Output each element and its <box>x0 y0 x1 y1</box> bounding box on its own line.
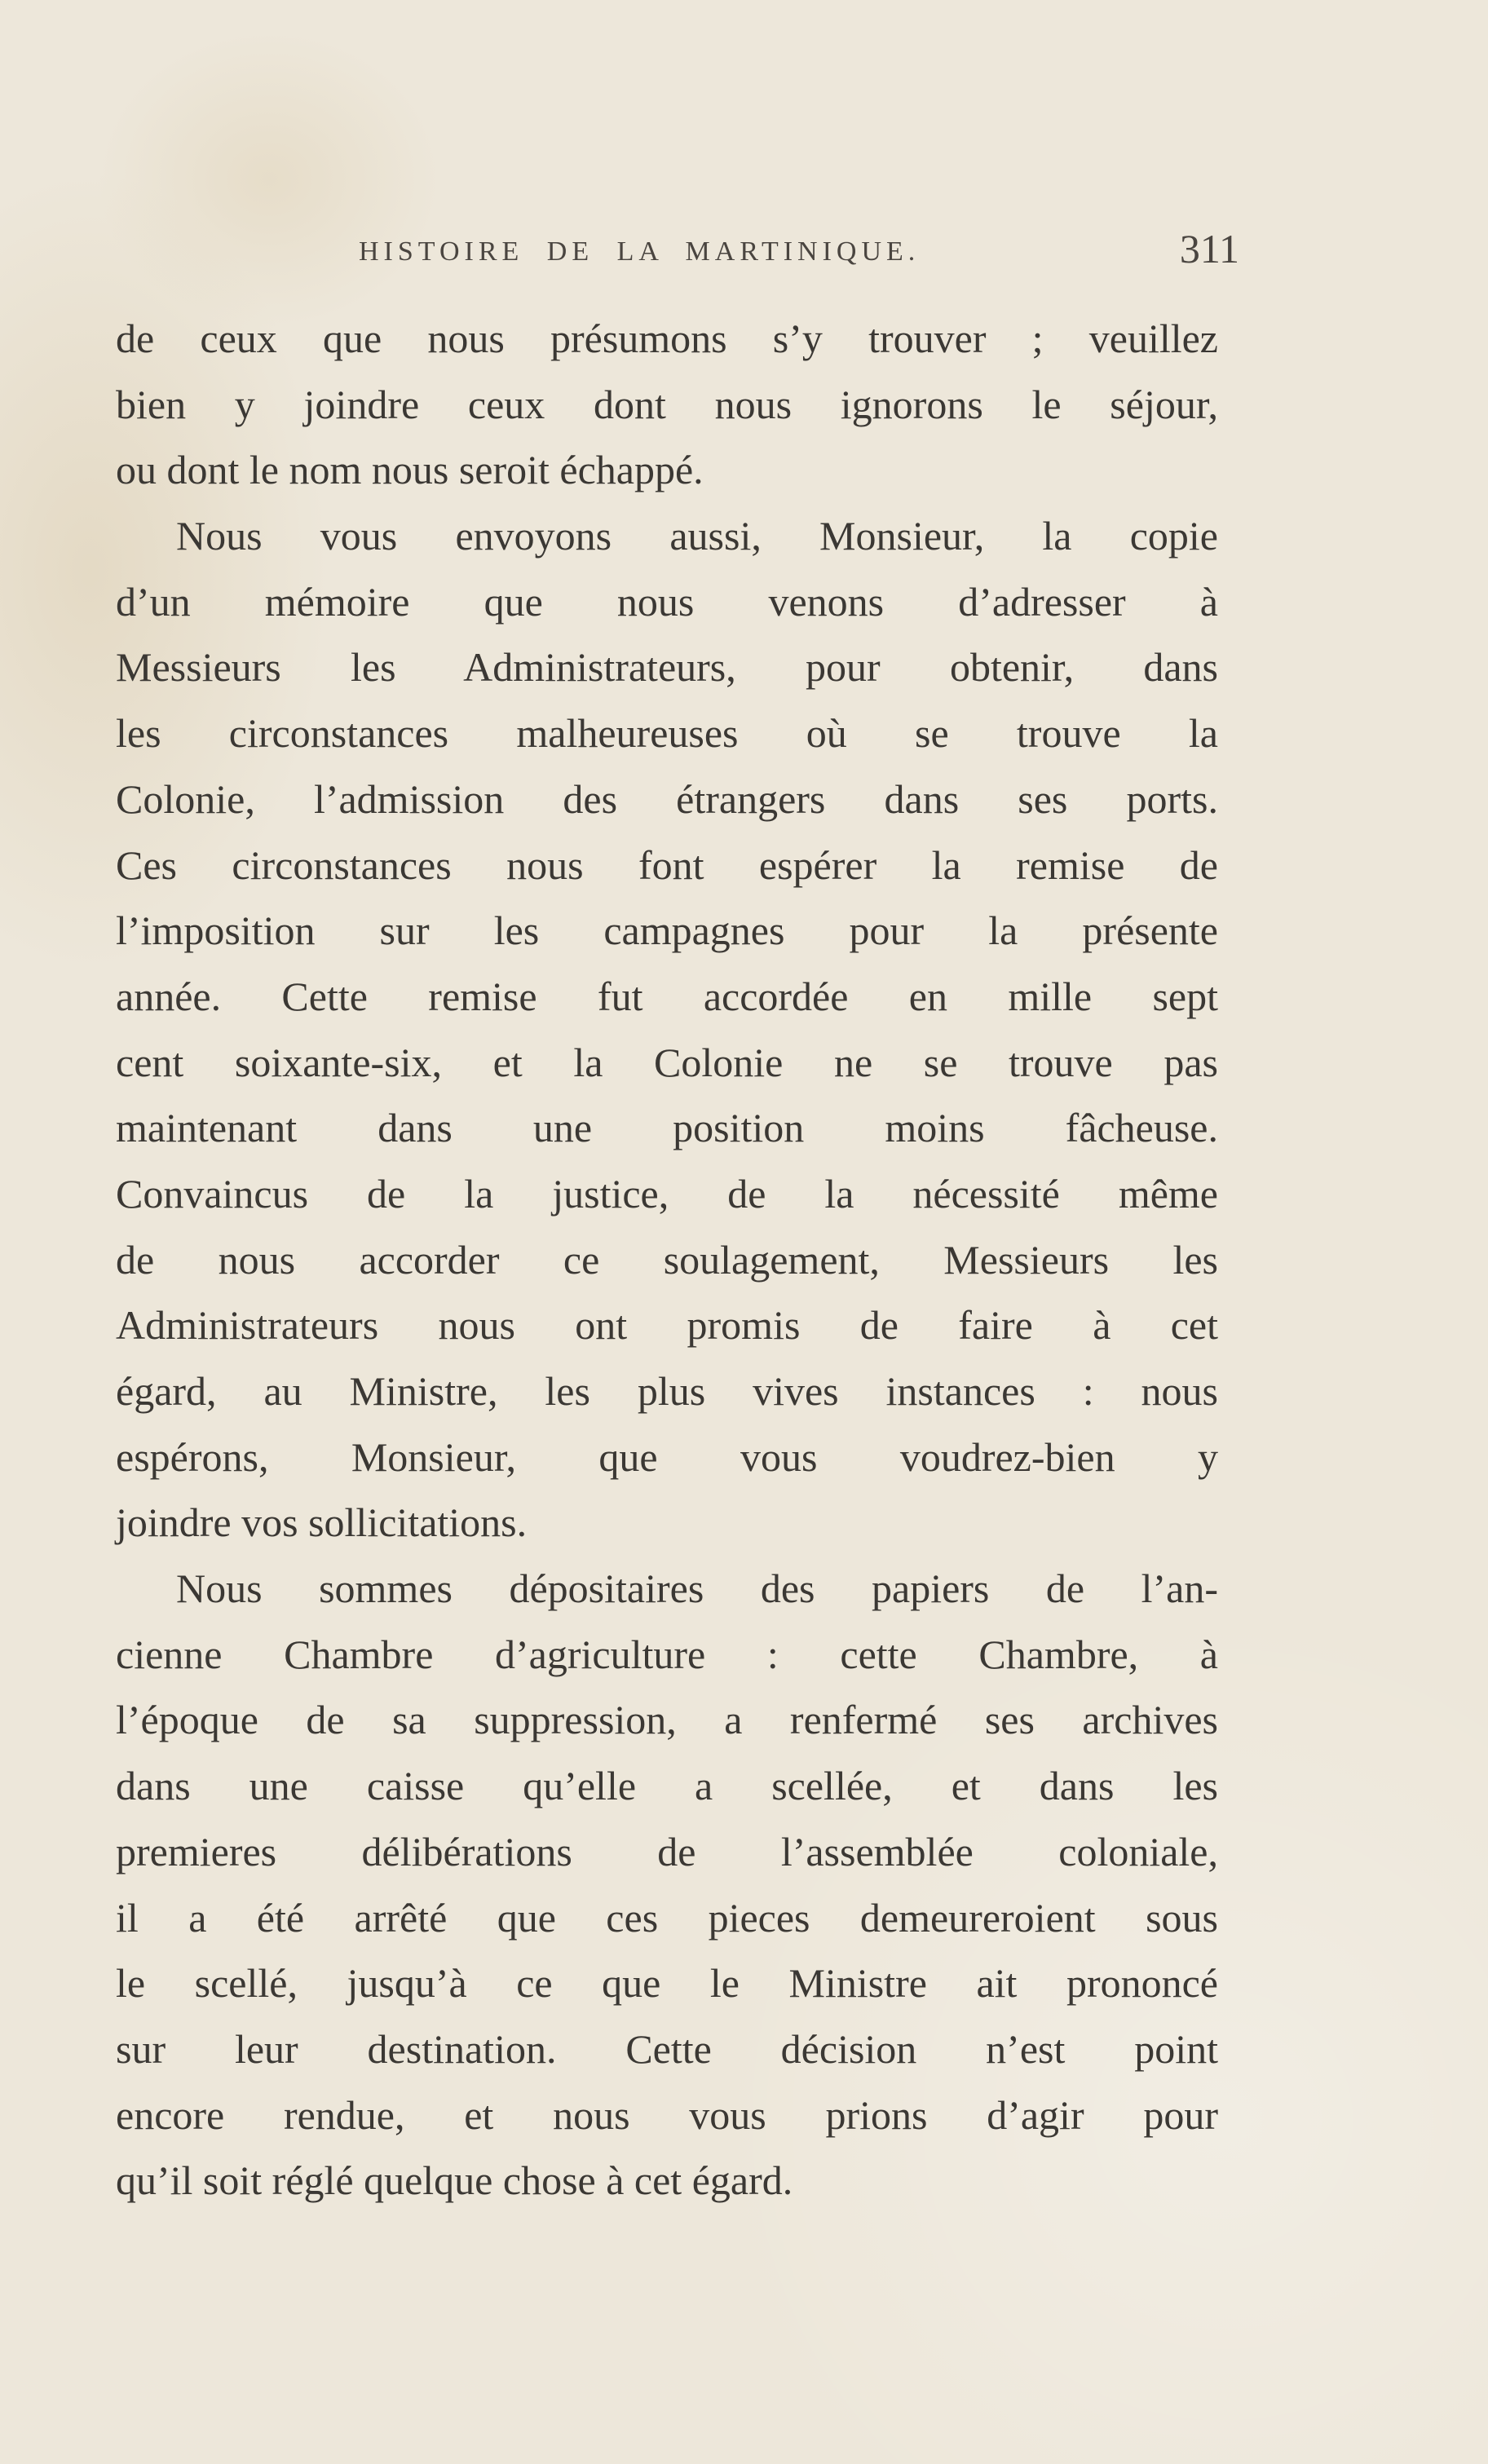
text-line: espérons, Monsieur, que vous voudrez-bien y <box>116 1433 1218 1480</box>
running-head-title: HISTOIRE DE LA MARTINIQUE. <box>359 236 921 267</box>
text-line: d’un mémoire que nous venons d’adresser à <box>116 578 1218 625</box>
text-line: Nous vous envoyons aussi, Monsieur, la copie <box>176 513 1218 559</box>
text-line: qu’il soit réglé quelque chose à cet égard. <box>116 2157 793 2204</box>
text-line: Convaincus de la justice, de la nécessité même <box>116 1170 1218 1217</box>
running-head <box>359 225 1239 282</box>
text-line: ou dont le nom nous seroit échappé. <box>116 447 704 493</box>
text-line: année. Cette remise fut accordée en mille sept <box>116 973 1218 1019</box>
text-line: il a été arrêté que ces pieces demeureroient sous <box>116 1894 1218 1941</box>
text-line: sur leur destination. Cette décision n’est point <box>116 2025 1218 2072</box>
text-line: de nous accorder ce soulagement, Messieurs les <box>116 1236 1218 1283</box>
text-line: l’époque de sa suppression, a renfermé ses archives <box>116 1697 1218 1743</box>
text-line: premieres délibérations de l’assemblée coloniale, <box>116 1828 1218 1874</box>
text-line: Messieurs les Administrateurs, pour obtenir, dans <box>116 644 1218 691</box>
text-line: cienne Chambre d’agriculture : cette Chambre, à <box>116 1631 1218 1677</box>
text-line: de ceux que nous présumons s’y trouver ; veuillez <box>116 316 1218 361</box>
body-text <box>116 306 1218 2214</box>
text-line: le scellé, jusqu’à ce que le Ministre ait prononcé <box>116 1960 1218 2007</box>
text-line: Nous sommes dépositaires des papiers de l’an- <box>176 1565 1218 1612</box>
text-line: joindre vos sollicitations. <box>116 1499 528 1546</box>
text-line: dans une caisse qu’elle a scellée, et dans les <box>116 1763 1218 1809</box>
text-line: Colonie, l’admission des étrangers dans ses ports. <box>116 775 1218 822</box>
text-line: encore rendue, et nous vous prions d’agir pour <box>116 2091 1218 2138</box>
text-line: cent soixante-six, et la Colonie ne se trouve pas <box>116 1039 1218 1085</box>
text-line: les circonstances malheureuses où se trouve la <box>116 710 1218 757</box>
text-line: maintenant dans une position moins fâcheuse. <box>116 1105 1218 1151</box>
text-line: l’imposition sur les campagnes pour la présente <box>116 907 1218 954</box>
page-number: 311 <box>1179 226 1239 272</box>
text-line: Administrateurs nous ont promis de faire à cet <box>116 1302 1218 1349</box>
text-line: bien y joindre ceux dont nous ignorons le séjour, <box>116 381 1218 427</box>
text-line: égard, au Ministre, les plus vives instances : nous <box>116 1368 1218 1414</box>
text-line: Ces circonstances nous font espérer la remise de <box>116 841 1218 888</box>
